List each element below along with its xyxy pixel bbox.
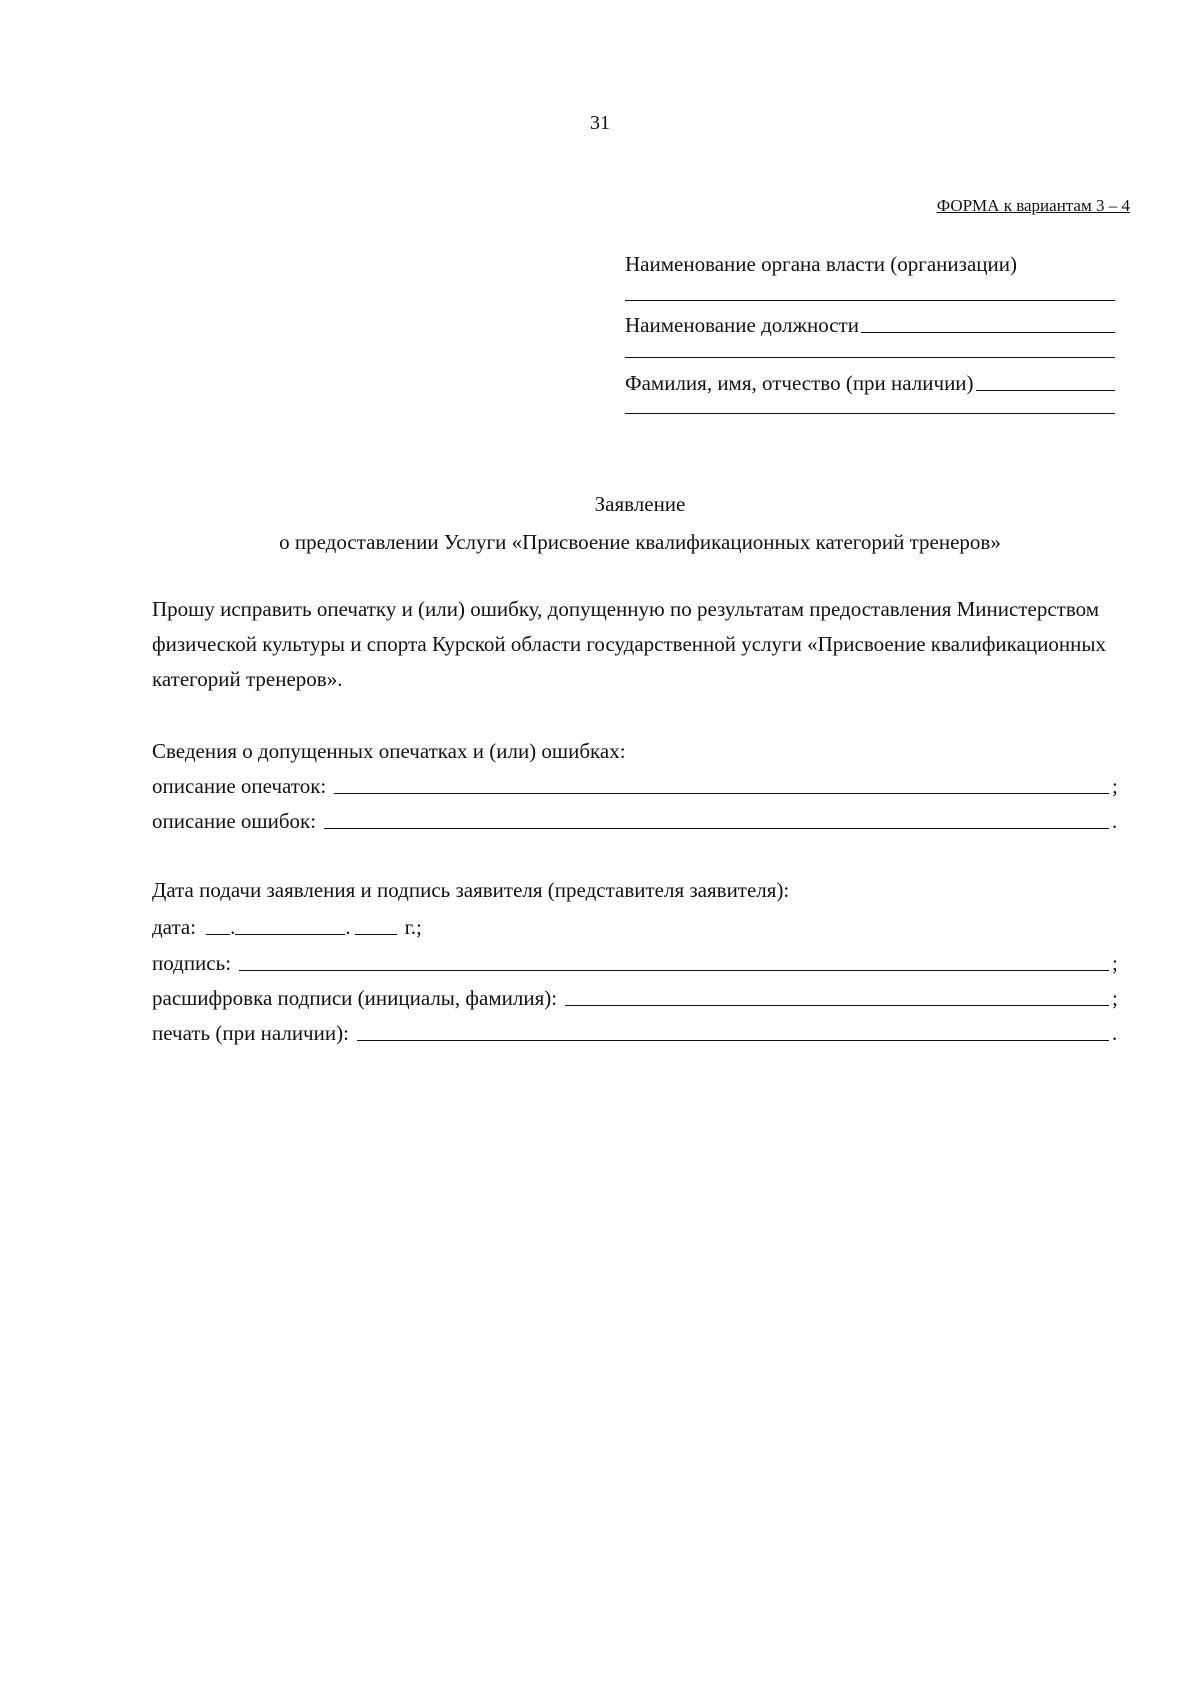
mistakes-row [152,804,1122,834]
date-year-line[interactable] [355,934,397,935]
date-suffix: г.; [404,915,422,939]
errors-heading: Сведения о допущенных опечатках и (или) ошибках: [152,739,626,763]
fio-line-2[interactable] [625,413,1115,414]
typos-input-line[interactable] [334,793,1109,794]
mistakes-input-line[interactable] [324,828,1109,829]
stamp-row [152,1016,1122,1046]
position-label: Наименование должности [625,313,859,337]
form-reference: ФОРМА к вариантам 3 – 4 [936,196,1130,215]
signature-input-line[interactable] [239,970,1109,971]
typos-label: описание опечаток: [152,774,327,798]
position-row [625,308,1115,338]
typos-end: ; [1112,774,1118,798]
date-day-line[interactable] [206,934,230,935]
date-label: дата: [152,915,197,939]
org-name-label: Наименование органа власти (организации) [625,252,1017,276]
mistakes-label: описание ошибок: [152,809,317,833]
document-title: Заявление [594,492,686,516]
org-name-line[interactable] [625,300,1115,301]
decode-input-line[interactable] [565,1005,1109,1006]
date-separator-1: . [230,915,236,939]
date-separator-2: . [345,915,351,939]
decode-end: ; [1112,986,1118,1010]
date-month-line[interactable] [235,934,345,935]
mistakes-end: . [1112,809,1118,833]
decode-label: расшифровка подписи (инициалы, фамилия): [152,986,558,1010]
date-row [152,910,422,940]
typos-row [152,769,1122,799]
signature-label: подпись: [152,951,232,975]
document-subtitle: о предоставлении Услуги «Присвоение квалификационных категорий тренеров» [279,530,1001,554]
position-line[interactable] [861,332,1115,333]
fio-row [625,366,1115,396]
request-text: Прошу исправить опечатку и (или) ошибку, допущенную по результатам предоставления Министерством физической культуры и спорта Курской области государственной услуги «Присвоение квалификационных категорий тренеров». [152,597,1106,691]
signature-row [152,946,1122,976]
decode-row [152,981,1122,1011]
position-line-2[interactable] [625,357,1115,358]
page-number: 31 [590,112,610,134]
signature-heading: Дата подачи заявления и подпись заявителя (представителя заявителя): [152,878,790,902]
stamp-end: . [1112,1021,1118,1045]
stamp-label: печать (при наличии): [152,1021,349,1045]
signature-end: ; [1112,951,1118,975]
fio-line[interactable] [976,390,1115,391]
fio-label: Фамилия, имя, отчество (при наличии) [625,371,974,395]
stamp-input-line[interactable] [357,1040,1109,1041]
